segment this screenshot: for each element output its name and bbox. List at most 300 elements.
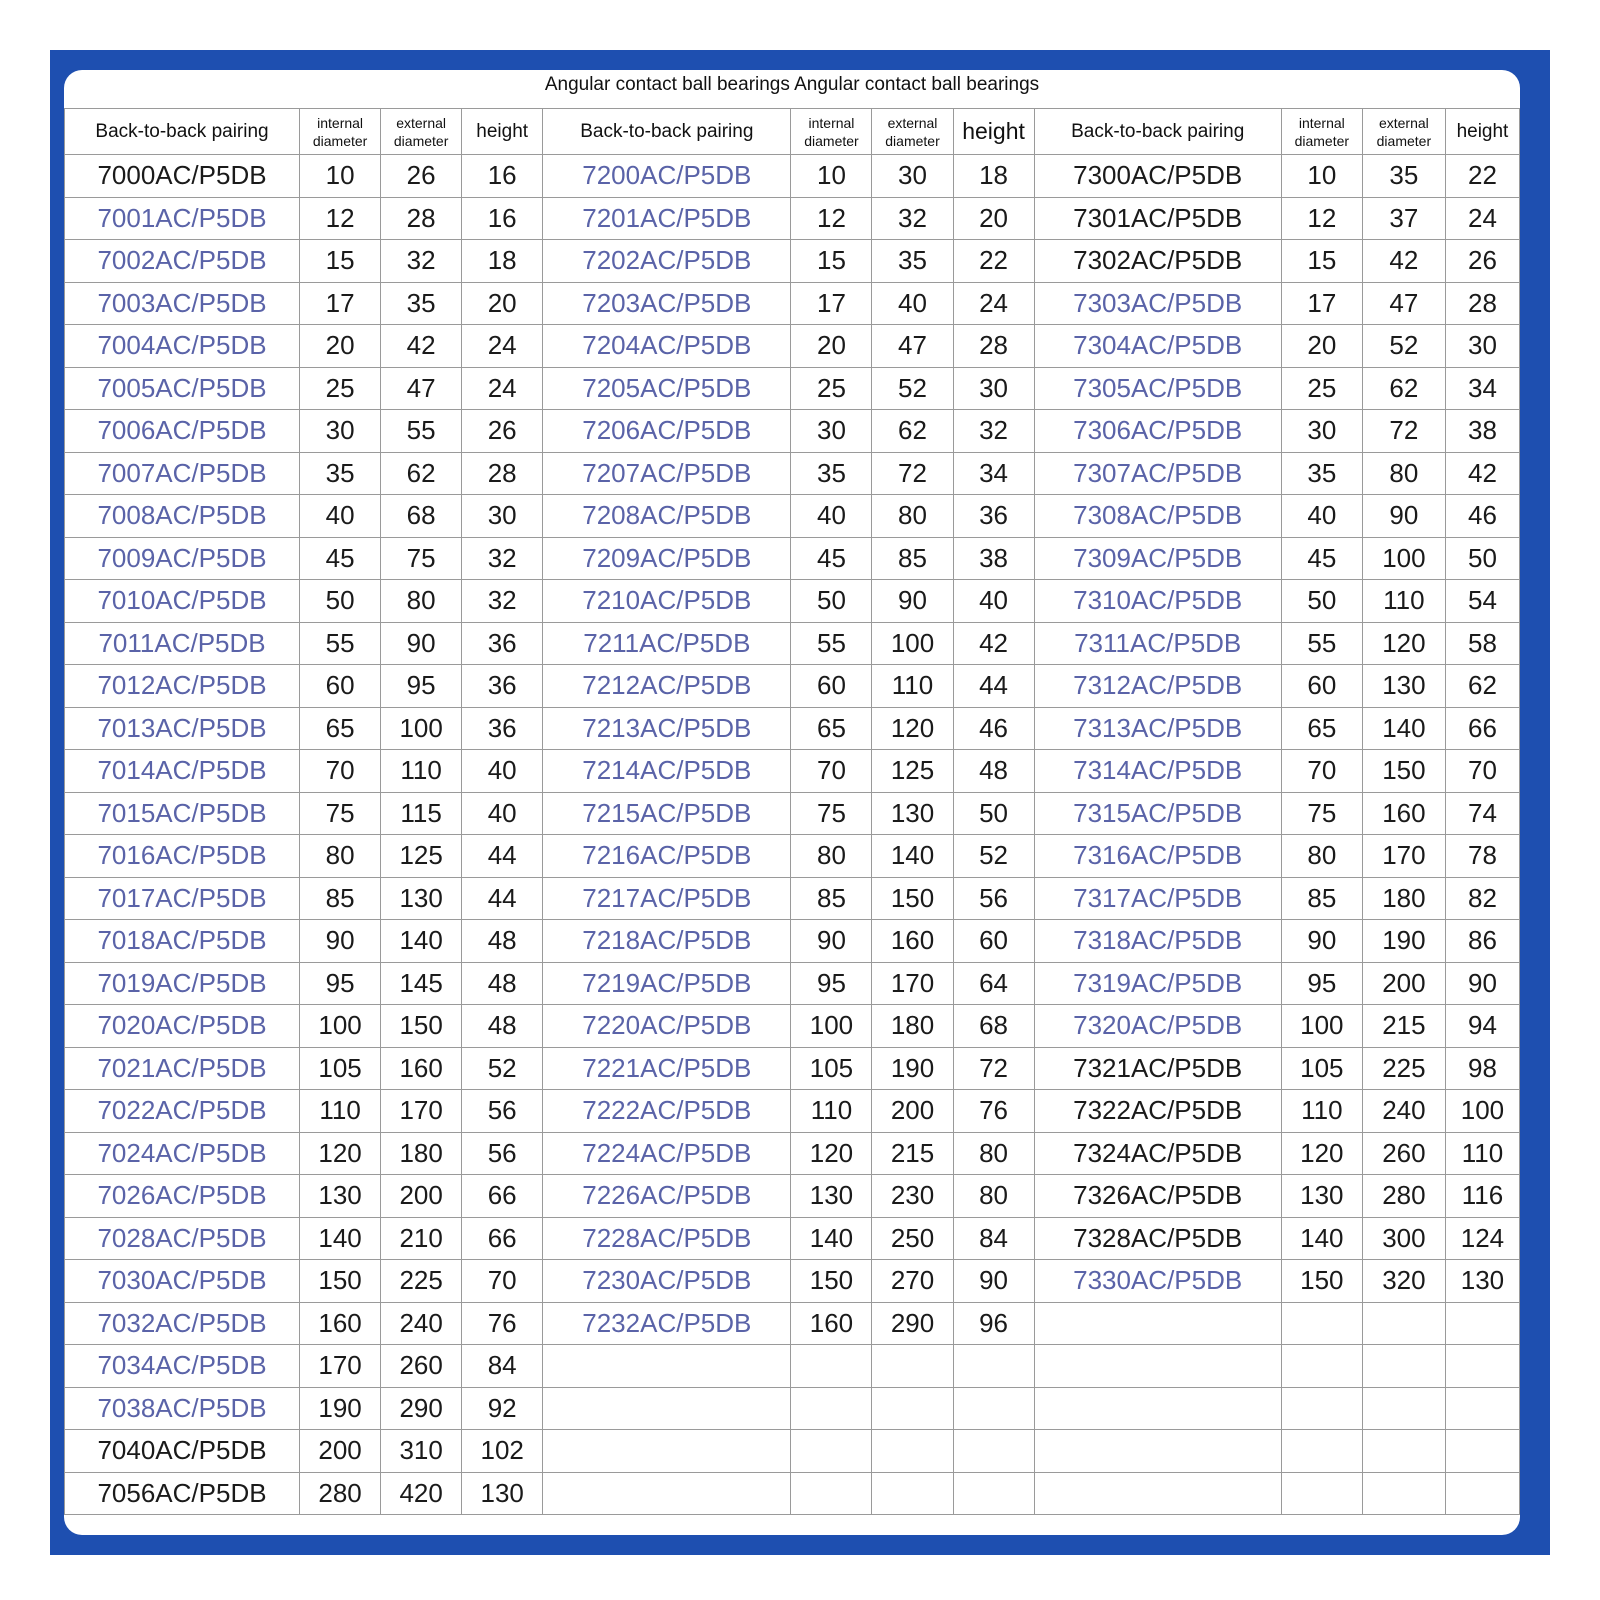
internal-diameter-cell: 80 bbox=[1281, 835, 1362, 878]
model-cell: 7324AC/P5DB bbox=[1034, 1132, 1281, 1175]
table-row bbox=[65, 325, 1520, 368]
model-cell: 7210AC/P5DB bbox=[543, 580, 791, 623]
internal-diameter-cell: 55 bbox=[1281, 622, 1362, 665]
internal-diameter-cell: 75 bbox=[791, 792, 872, 835]
external-diameter-cell: 190 bbox=[1362, 920, 1445, 963]
internal-diameter-cell: 280 bbox=[300, 1472, 381, 1515]
internal-diameter-cell: 40 bbox=[1281, 495, 1362, 538]
internal-diameter-cell: 40 bbox=[791, 495, 872, 538]
model-cell: 7222AC/P5DB bbox=[543, 1090, 791, 1133]
model-cell: 7314AC/P5DB bbox=[1034, 750, 1281, 793]
model-cell: 7318AC/P5DB bbox=[1034, 920, 1281, 963]
internal-diameter-cell: 20 bbox=[300, 325, 381, 368]
model-cell: 7320AC/P5DB bbox=[1034, 1005, 1281, 1048]
height-cell: 48 bbox=[462, 1005, 543, 1048]
internal-diameter-cell: 110 bbox=[1281, 1090, 1362, 1133]
header-pairing: Back-to-back pairing bbox=[65, 109, 300, 155]
internal-diameter-cell: 200 bbox=[300, 1430, 381, 1473]
model-cell: 7326AC/P5DB bbox=[1034, 1175, 1281, 1218]
empty-cell bbox=[1362, 1472, 1445, 1515]
table-row bbox=[65, 367, 1520, 410]
external-diameter-cell: 100 bbox=[1362, 537, 1445, 580]
external-diameter-cell: 230 bbox=[872, 1175, 953, 1218]
external-diameter-cell: 170 bbox=[872, 962, 953, 1005]
height-cell: 26 bbox=[1445, 240, 1519, 283]
height-cell: 76 bbox=[953, 1090, 1034, 1133]
model-cell: 7213AC/P5DB bbox=[543, 707, 791, 750]
height-cell: 92 bbox=[462, 1387, 543, 1430]
height-cell: 64 bbox=[953, 962, 1034, 1005]
external-diameter-cell: 120 bbox=[1362, 622, 1445, 665]
table-row bbox=[65, 1472, 1520, 1515]
height-cell: 130 bbox=[1445, 1260, 1519, 1303]
model-cell: 7306AC/P5DB bbox=[1034, 410, 1281, 453]
external-diameter-cell: 225 bbox=[1362, 1047, 1445, 1090]
internal-diameter-cell: 75 bbox=[300, 792, 381, 835]
empty-cell bbox=[1445, 1302, 1519, 1345]
external-diameter-cell: 80 bbox=[381, 580, 462, 623]
external-diameter-cell: 150 bbox=[381, 1005, 462, 1048]
model-cell: 7017AC/P5DB bbox=[65, 877, 300, 920]
model-cell: 7309AC/P5DB bbox=[1034, 537, 1281, 580]
height-cell: 68 bbox=[953, 1005, 1034, 1048]
height-cell: 30 bbox=[462, 495, 543, 538]
internal-diameter-cell: 170 bbox=[300, 1345, 381, 1388]
height-cell: 32 bbox=[462, 580, 543, 623]
header-internal-diameter: internal diameter bbox=[791, 109, 872, 155]
table-row bbox=[65, 1132, 1520, 1175]
internal-diameter-cell: 80 bbox=[300, 835, 381, 878]
height-cell: 40 bbox=[953, 580, 1034, 623]
external-diameter-cell: 72 bbox=[872, 452, 953, 495]
external-diameter-cell: 42 bbox=[1362, 240, 1445, 283]
header-internal-diameter: internal diameter bbox=[300, 109, 381, 155]
table-row bbox=[65, 1047, 1520, 1090]
empty-cell bbox=[1034, 1430, 1281, 1473]
model-cell: 7328AC/P5DB bbox=[1034, 1217, 1281, 1260]
external-diameter-cell: 52 bbox=[872, 367, 953, 410]
model-cell: 7007AC/P5DB bbox=[65, 452, 300, 495]
external-diameter-cell: 62 bbox=[872, 410, 953, 453]
internal-diameter-cell: 150 bbox=[791, 1260, 872, 1303]
external-diameter-cell: 115 bbox=[381, 792, 462, 835]
model-cell: 7016AC/P5DB bbox=[65, 835, 300, 878]
height-cell: 18 bbox=[462, 240, 543, 283]
model-cell: 7321AC/P5DB bbox=[1034, 1047, 1281, 1090]
empty-cell bbox=[872, 1345, 953, 1388]
empty-cell bbox=[872, 1430, 953, 1473]
empty-cell bbox=[953, 1472, 1034, 1515]
empty-cell bbox=[1362, 1302, 1445, 1345]
internal-diameter-cell: 85 bbox=[1281, 877, 1362, 920]
table-body bbox=[65, 155, 1520, 1515]
height-cell: 40 bbox=[462, 750, 543, 793]
model-cell: 7015AC/P5DB bbox=[65, 792, 300, 835]
external-diameter-cell: 260 bbox=[381, 1345, 462, 1388]
empty-cell bbox=[1034, 1387, 1281, 1430]
table-row bbox=[65, 580, 1520, 623]
internal-diameter-cell: 12 bbox=[1281, 197, 1362, 240]
model-cell: 7030AC/P5DB bbox=[65, 1260, 300, 1303]
external-diameter-cell: 85 bbox=[872, 537, 953, 580]
model-cell: 7305AC/P5DB bbox=[1034, 367, 1281, 410]
height-cell: 56 bbox=[462, 1090, 543, 1133]
external-diameter-cell: 250 bbox=[872, 1217, 953, 1260]
external-diameter-cell: 200 bbox=[381, 1175, 462, 1218]
height-cell: 28 bbox=[462, 452, 543, 495]
height-cell: 24 bbox=[953, 282, 1034, 325]
external-diameter-cell: 215 bbox=[1362, 1005, 1445, 1048]
external-diameter-cell: 35 bbox=[872, 240, 953, 283]
external-diameter-cell: 280 bbox=[1362, 1175, 1445, 1218]
height-cell: 36 bbox=[462, 707, 543, 750]
height-cell: 26 bbox=[462, 410, 543, 453]
table-row bbox=[65, 1217, 1520, 1260]
internal-diameter-cell: 17 bbox=[791, 282, 872, 325]
model-cell: 7021AC/P5DB bbox=[65, 1047, 300, 1090]
internal-diameter-cell: 90 bbox=[791, 920, 872, 963]
external-diameter-cell: 200 bbox=[1362, 962, 1445, 1005]
model-cell: 7002AC/P5DB bbox=[65, 240, 300, 283]
external-diameter-cell: 145 bbox=[381, 962, 462, 1005]
table-row bbox=[65, 920, 1520, 963]
height-cell: 80 bbox=[953, 1132, 1034, 1175]
height-cell: 66 bbox=[462, 1217, 543, 1260]
header-height: height bbox=[1445, 109, 1519, 155]
internal-diameter-cell: 15 bbox=[791, 240, 872, 283]
height-cell: 36 bbox=[462, 665, 543, 708]
model-cell: 7001AC/P5DB bbox=[65, 197, 300, 240]
internal-diameter-cell: 30 bbox=[300, 410, 381, 453]
header-height: height bbox=[462, 109, 543, 155]
internal-diameter-cell: 55 bbox=[791, 622, 872, 665]
external-diameter-cell: 240 bbox=[381, 1302, 462, 1345]
internal-diameter-cell: 25 bbox=[791, 367, 872, 410]
external-diameter-cell: 140 bbox=[381, 920, 462, 963]
height-cell: 78 bbox=[1445, 835, 1519, 878]
internal-diameter-cell: 50 bbox=[1281, 580, 1362, 623]
model-cell: 7200AC/P5DB bbox=[543, 155, 791, 198]
height-cell: 72 bbox=[953, 1047, 1034, 1090]
external-diameter-cell: 190 bbox=[872, 1047, 953, 1090]
height-cell: 24 bbox=[1445, 197, 1519, 240]
external-diameter-cell: 170 bbox=[1362, 835, 1445, 878]
table-card bbox=[64, 70, 1520, 1535]
height-cell: 28 bbox=[953, 325, 1034, 368]
internal-diameter-cell: 65 bbox=[791, 707, 872, 750]
height-cell: 16 bbox=[462, 155, 543, 198]
internal-diameter-cell: 105 bbox=[791, 1047, 872, 1090]
model-cell: 7205AC/P5DB bbox=[543, 367, 791, 410]
height-cell: 86 bbox=[1445, 920, 1519, 963]
height-cell: 76 bbox=[462, 1302, 543, 1345]
bearing-spec-table bbox=[64, 108, 1520, 1515]
internal-diameter-cell: 65 bbox=[1281, 707, 1362, 750]
model-cell: 7311AC/P5DB bbox=[1034, 622, 1281, 665]
table-row bbox=[65, 877, 1520, 920]
height-cell: 124 bbox=[1445, 1217, 1519, 1260]
table-row bbox=[65, 1430, 1520, 1473]
model-cell: 7307AC/P5DB bbox=[1034, 452, 1281, 495]
internal-diameter-cell: 90 bbox=[300, 920, 381, 963]
internal-diameter-cell: 35 bbox=[300, 452, 381, 495]
model-cell: 7221AC/P5DB bbox=[543, 1047, 791, 1090]
height-cell: 110 bbox=[1445, 1132, 1519, 1175]
empty-cell bbox=[1445, 1430, 1519, 1473]
internal-diameter-cell: 95 bbox=[791, 962, 872, 1005]
empty-cell bbox=[872, 1387, 953, 1430]
external-diameter-cell: 160 bbox=[1362, 792, 1445, 835]
height-cell: 98 bbox=[1445, 1047, 1519, 1090]
internal-diameter-cell: 17 bbox=[300, 282, 381, 325]
table-row bbox=[65, 622, 1520, 665]
model-cell: 7219AC/P5DB bbox=[543, 962, 791, 1005]
model-cell: 7013AC/P5DB bbox=[65, 707, 300, 750]
external-diameter-cell: 150 bbox=[872, 877, 953, 920]
height-cell: 66 bbox=[1445, 707, 1519, 750]
internal-diameter-cell: 30 bbox=[1281, 410, 1362, 453]
table-row bbox=[65, 750, 1520, 793]
empty-cell bbox=[1034, 1345, 1281, 1388]
external-diameter-cell: 90 bbox=[381, 622, 462, 665]
model-cell: 7011AC/P5DB bbox=[65, 622, 300, 665]
table-row bbox=[65, 1090, 1520, 1133]
external-diameter-cell: 260 bbox=[1362, 1132, 1445, 1175]
model-cell: 7308AC/P5DB bbox=[1034, 495, 1281, 538]
internal-diameter-cell: 50 bbox=[300, 580, 381, 623]
model-cell: 7330AC/P5DB bbox=[1034, 1260, 1281, 1303]
height-cell: 74 bbox=[1445, 792, 1519, 835]
internal-diameter-cell: 70 bbox=[1281, 750, 1362, 793]
external-diameter-cell: 150 bbox=[1362, 750, 1445, 793]
model-cell: 7214AC/P5DB bbox=[543, 750, 791, 793]
table-row bbox=[65, 537, 1520, 580]
external-diameter-cell: 47 bbox=[872, 325, 953, 368]
table-row bbox=[65, 495, 1520, 538]
empty-cell bbox=[1034, 1302, 1281, 1345]
internal-diameter-cell: 60 bbox=[791, 665, 872, 708]
height-cell: 46 bbox=[953, 707, 1034, 750]
empty-cell bbox=[543, 1345, 791, 1388]
height-cell: 48 bbox=[462, 962, 543, 1005]
internal-diameter-cell: 35 bbox=[1281, 452, 1362, 495]
height-cell: 70 bbox=[462, 1260, 543, 1303]
model-cell: 7034AC/P5DB bbox=[65, 1345, 300, 1388]
height-cell: 34 bbox=[953, 452, 1034, 495]
model-cell: 7220AC/P5DB bbox=[543, 1005, 791, 1048]
internal-diameter-cell: 45 bbox=[791, 537, 872, 580]
height-cell: 22 bbox=[953, 240, 1034, 283]
model-cell: 7232AC/P5DB bbox=[543, 1302, 791, 1345]
table-row bbox=[65, 1175, 1520, 1218]
model-cell: 7032AC/P5DB bbox=[65, 1302, 300, 1345]
table-row bbox=[65, 410, 1520, 453]
empty-cell bbox=[791, 1345, 872, 1388]
height-cell: 94 bbox=[1445, 1005, 1519, 1048]
external-diameter-cell: 130 bbox=[872, 792, 953, 835]
table-row bbox=[65, 665, 1520, 708]
height-cell: 66 bbox=[462, 1175, 543, 1218]
empty-cell bbox=[1362, 1345, 1445, 1388]
height-cell: 40 bbox=[462, 792, 543, 835]
model-cell: 7313AC/P5DB bbox=[1034, 707, 1281, 750]
height-cell: 90 bbox=[953, 1260, 1034, 1303]
empty-cell bbox=[1281, 1302, 1362, 1345]
internal-diameter-cell: 95 bbox=[300, 962, 381, 1005]
empty-cell bbox=[543, 1387, 791, 1430]
table-row bbox=[65, 792, 1520, 835]
external-diameter-cell: 32 bbox=[381, 240, 462, 283]
model-cell: 7226AC/P5DB bbox=[543, 1175, 791, 1218]
internal-diameter-cell: 140 bbox=[300, 1217, 381, 1260]
model-cell: 7224AC/P5DB bbox=[543, 1132, 791, 1175]
table-row bbox=[65, 1260, 1520, 1303]
table-row bbox=[65, 1005, 1520, 1048]
internal-diameter-cell: 130 bbox=[791, 1175, 872, 1218]
model-cell: 7217AC/P5DB bbox=[543, 877, 791, 920]
model-cell: 7206AC/P5DB bbox=[543, 410, 791, 453]
external-diameter-cell: 30 bbox=[872, 155, 953, 198]
external-diameter-cell: 28 bbox=[381, 197, 462, 240]
model-cell: 7022AC/P5DB bbox=[65, 1090, 300, 1133]
empty-cell bbox=[1281, 1430, 1362, 1473]
blue-frame bbox=[50, 50, 1550, 1555]
model-cell: 7301AC/P5DB bbox=[1034, 197, 1281, 240]
internal-diameter-cell: 55 bbox=[300, 622, 381, 665]
model-cell: 7040AC/P5DB bbox=[65, 1430, 300, 1473]
external-diameter-cell: 110 bbox=[872, 665, 953, 708]
model-cell: 7020AC/P5DB bbox=[65, 1005, 300, 1048]
internal-diameter-cell: 140 bbox=[791, 1217, 872, 1260]
model-cell: 7056AC/P5DB bbox=[65, 1472, 300, 1515]
height-cell: 28 bbox=[1445, 282, 1519, 325]
height-cell: 70 bbox=[1445, 750, 1519, 793]
internal-diameter-cell: 40 bbox=[300, 495, 381, 538]
external-diameter-cell: 80 bbox=[872, 495, 953, 538]
internal-diameter-cell: 70 bbox=[300, 750, 381, 793]
height-cell: 58 bbox=[1445, 622, 1519, 665]
external-diameter-cell: 42 bbox=[381, 325, 462, 368]
height-cell: 80 bbox=[953, 1175, 1034, 1218]
empty-cell bbox=[1281, 1387, 1362, 1430]
table-row bbox=[65, 155, 1520, 198]
external-diameter-cell: 210 bbox=[381, 1217, 462, 1260]
external-diameter-cell: 130 bbox=[1362, 665, 1445, 708]
model-cell: 7008AC/P5DB bbox=[65, 495, 300, 538]
table-row bbox=[65, 240, 1520, 283]
table-row bbox=[65, 197, 1520, 240]
height-cell: 62 bbox=[1445, 665, 1519, 708]
model-cell: 7209AC/P5DB bbox=[543, 537, 791, 580]
external-diameter-cell: 47 bbox=[1362, 282, 1445, 325]
model-cell: 7302AC/P5DB bbox=[1034, 240, 1281, 283]
table-row bbox=[65, 962, 1520, 1005]
height-cell: 32 bbox=[953, 410, 1034, 453]
external-diameter-cell: 215 bbox=[872, 1132, 953, 1175]
internal-diameter-cell: 25 bbox=[1281, 367, 1362, 410]
height-cell: 116 bbox=[1445, 1175, 1519, 1218]
height-cell: 54 bbox=[1445, 580, 1519, 623]
external-diameter-cell: 47 bbox=[381, 367, 462, 410]
internal-diameter-cell: 150 bbox=[1281, 1260, 1362, 1303]
external-diameter-cell: 140 bbox=[872, 835, 953, 878]
internal-diameter-cell: 75 bbox=[1281, 792, 1362, 835]
height-cell: 36 bbox=[953, 495, 1034, 538]
internal-diameter-cell: 95 bbox=[1281, 962, 1362, 1005]
model-cell: 7014AC/P5DB bbox=[65, 750, 300, 793]
empty-cell bbox=[1281, 1472, 1362, 1515]
internal-diameter-cell: 190 bbox=[300, 1387, 381, 1430]
height-cell: 84 bbox=[953, 1217, 1034, 1260]
table-row bbox=[65, 1387, 1520, 1430]
empty-cell bbox=[1445, 1345, 1519, 1388]
header-external-diameter: external diameter bbox=[381, 109, 462, 155]
model-cell: 7316AC/P5DB bbox=[1034, 835, 1281, 878]
model-cell: 7003AC/P5DB bbox=[65, 282, 300, 325]
height-cell: 56 bbox=[953, 877, 1034, 920]
model-cell: 7322AC/P5DB bbox=[1034, 1090, 1281, 1133]
internal-diameter-cell: 110 bbox=[300, 1090, 381, 1133]
model-cell: 7230AC/P5DB bbox=[543, 1260, 791, 1303]
model-cell: 7303AC/P5DB bbox=[1034, 282, 1281, 325]
height-cell: 18 bbox=[953, 155, 1034, 198]
empty-cell bbox=[543, 1472, 791, 1515]
model-cell: 7319AC/P5DB bbox=[1034, 962, 1281, 1005]
height-cell: 20 bbox=[953, 197, 1034, 240]
model-cell: 7201AC/P5DB bbox=[543, 197, 791, 240]
table-row bbox=[65, 1302, 1520, 1345]
height-cell: 20 bbox=[462, 282, 543, 325]
empty-cell bbox=[953, 1345, 1034, 1388]
external-diameter-cell: 130 bbox=[381, 877, 462, 920]
header-internal-diameter: internal diameter bbox=[1281, 109, 1362, 155]
table-row bbox=[65, 835, 1520, 878]
internal-diameter-cell: 65 bbox=[300, 707, 381, 750]
external-diameter-cell: 90 bbox=[1362, 495, 1445, 538]
height-cell: 96 bbox=[953, 1302, 1034, 1345]
empty-cell bbox=[1281, 1345, 1362, 1388]
external-diameter-cell: 52 bbox=[1362, 325, 1445, 368]
model-cell: 7208AC/P5DB bbox=[543, 495, 791, 538]
external-diameter-cell: 160 bbox=[872, 920, 953, 963]
table-row bbox=[65, 1345, 1520, 1388]
external-diameter-cell: 55 bbox=[381, 410, 462, 453]
external-diameter-cell: 35 bbox=[381, 282, 462, 325]
height-cell: 30 bbox=[1445, 325, 1519, 368]
internal-diameter-cell: 60 bbox=[300, 665, 381, 708]
empty-cell bbox=[1445, 1387, 1519, 1430]
internal-diameter-cell: 160 bbox=[300, 1302, 381, 1345]
external-diameter-cell: 90 bbox=[872, 580, 953, 623]
height-cell: 16 bbox=[462, 197, 543, 240]
height-cell: 36 bbox=[462, 622, 543, 665]
model-cell: 7026AC/P5DB bbox=[65, 1175, 300, 1218]
model-cell: 7038AC/P5DB bbox=[65, 1387, 300, 1430]
internal-diameter-cell: 35 bbox=[791, 452, 872, 495]
height-cell: 42 bbox=[1445, 452, 1519, 495]
height-cell: 48 bbox=[462, 920, 543, 963]
model-cell: 7005AC/P5DB bbox=[65, 367, 300, 410]
height-cell: 30 bbox=[953, 367, 1034, 410]
height-cell: 24 bbox=[462, 367, 543, 410]
internal-diameter-cell: 15 bbox=[1281, 240, 1362, 283]
table-title: Angular contact ball bearings Angular contact ball bearings bbox=[544, 74, 1040, 95]
external-diameter-cell: 300 bbox=[1362, 1217, 1445, 1260]
external-diameter-cell: 35 bbox=[1362, 155, 1445, 198]
internal-diameter-cell: 120 bbox=[1281, 1132, 1362, 1175]
height-cell: 44 bbox=[953, 665, 1034, 708]
internal-diameter-cell: 105 bbox=[1281, 1047, 1362, 1090]
